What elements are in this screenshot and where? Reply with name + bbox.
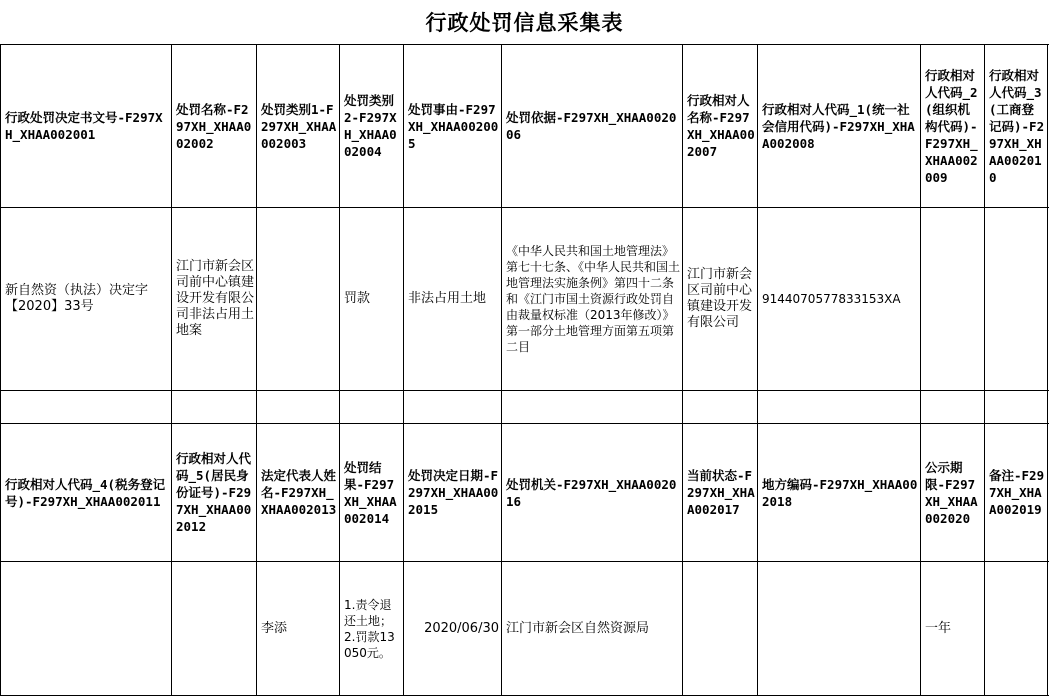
- data-cell: [172, 562, 256, 695]
- header-cell: 行政相对人名称-F297XH_XHAA002007: [687, 93, 755, 159]
- data-cell: [1, 562, 171, 695]
- data-cell: 江门市新会区自然资源局: [506, 620, 650, 636]
- data-cell: 1.责令退还土地；2.罚款13050元。: [344, 597, 395, 660]
- header-cell: 法定代表人姓名-F297XH_XHAA002013: [261, 468, 337, 517]
- data-cell: 非法占用土地: [408, 291, 487, 306]
- header-cell: 备注-F297XH_XHAA002019: [989, 468, 1045, 517]
- grid-line: [0, 390, 1049, 391]
- header-cell: 行政相对人代码_2(组织机构代码)-F297XH_XHAA002009: [925, 67, 978, 185]
- data-cell: [921, 208, 984, 390]
- data-cell: [683, 562, 757, 695]
- data-cell: 2020/06/30: [424, 620, 499, 636]
- data-cell: 江门市新会区司前中心镇建设开发有限公司非法占用土地案: [176, 259, 255, 338]
- header-cell: 公示期限-F297XH_XHAA002020: [925, 459, 978, 526]
- header-cell: 地方编码-F297XH_XHAA002018: [762, 476, 918, 509]
- data-cell: 江门市新会区司前中心镇建设开发有限公司: [687, 267, 753, 330]
- header-cell: 处罚机关-F297XH_XHAA002016: [506, 476, 677, 509]
- data-cell: [257, 208, 339, 390]
- header-cell: 处罚类别1-F297XH_XHAA002003: [261, 101, 337, 151]
- header-cell: 处罚事由-F297XH_XHAA002005: [408, 101, 499, 151]
- data-cell: 李添: [261, 620, 288, 636]
- header-cell: 行政相对人代码_3(工商登记码)-F297XH_XHAA002010: [989, 67, 1045, 185]
- data-cell: 一年: [925, 620, 952, 636]
- header-cell: 处罚类别2-F297XH_XHAA002004: [344, 93, 397, 159]
- data-cell: 9144070577833153XA: [762, 292, 901, 306]
- data-cell: [758, 562, 920, 695]
- header-cell: 处罚依据-F297XH_XHAA002006: [506, 110, 677, 142]
- data-cell: [985, 208, 1047, 390]
- header-cell: 当前状态-F297XH_XHAA002017: [687, 468, 755, 517]
- header-cell: 处罚决定日期-F297XH_XHAA002015: [408, 468, 499, 517]
- header-cell: 处罚名称-F297XH_XHAA002002: [176, 101, 252, 151]
- data-cell: [985, 562, 1047, 695]
- header-cell: 行政相对人代码_4(税务登记号)-F297XH_XHAA002011: [5, 476, 166, 509]
- header-cell: 行政处罚决定书文号-F297XH_XHAA002001: [5, 110, 163, 142]
- header-cell: 处罚结果-F297XH_XHAA002014: [344, 459, 397, 526]
- data-cell: 罚款: [344, 291, 371, 306]
- form-title: 行政处罚信息采集表: [425, 11, 624, 35]
- header-cell: 行政相对人代码_1(统一社会信用代码)-F297XH_XHAA002008: [762, 101, 915, 151]
- grid-line: [1047, 44, 1048, 695]
- header-cell: 行政相对人代码_5(居民身份证号)-F297XH_XHAA002012: [176, 451, 252, 534]
- data-cell: 《中华人民共和国土地管理法》第七十七条、《中华人民共和国土地管理法实施条例》第四十二条和《江门市国土资源行政处罚自由裁量权标准（2013年修改）》第一部分土地管理方面第五项第二目: [506, 244, 681, 354]
- data-cell: 新自然资（执法）决定字【2020】33号: [5, 283, 149, 314]
